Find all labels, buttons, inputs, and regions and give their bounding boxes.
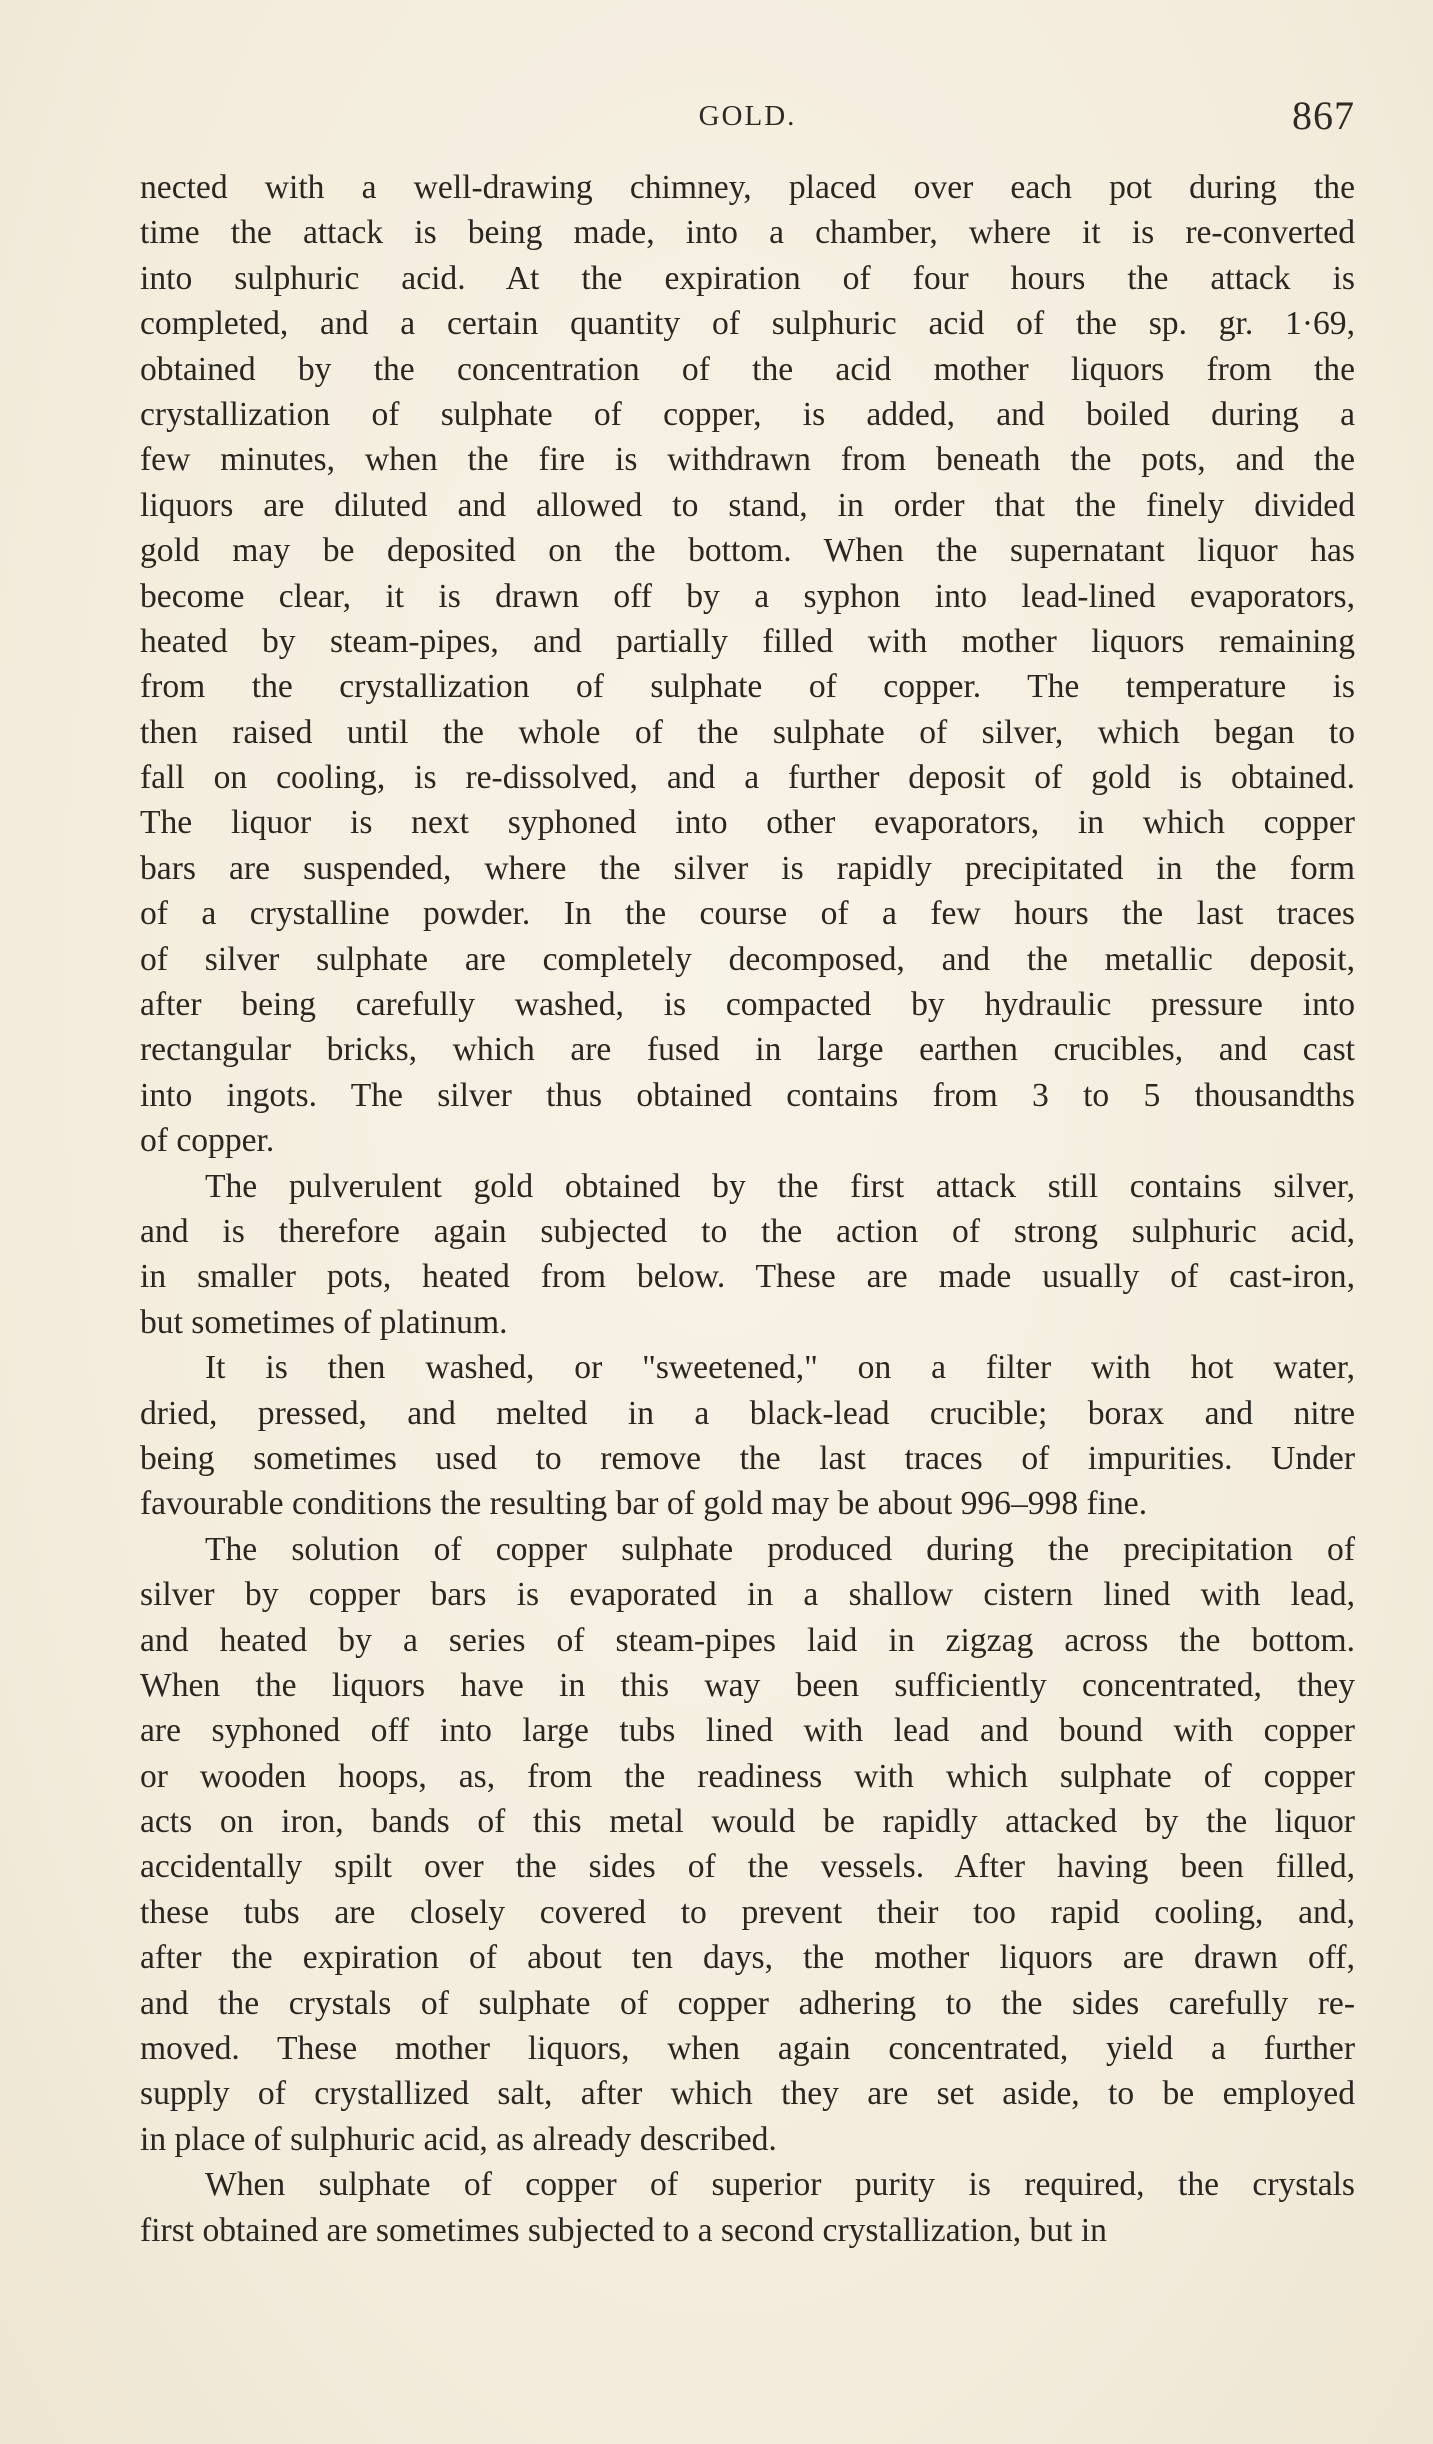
text-line: after being carefully washed, is compacted by hydraulic pressure into (140, 986, 1355, 1024)
text-line: obtained by the concentration of the acid mother liquors from the (140, 350, 1355, 388)
text-line: The solution of copper sulphate produced during the precipitation of (205, 1530, 1355, 1568)
paragraph (140, 1164, 1355, 1346)
text-line: completed, and a certain quantity of sulphuric acid of the sp. gr. 1·69, (140, 305, 1355, 343)
text-line: The liquor is next syphoned into other evaporators, in which copper (140, 804, 1355, 842)
running-title: GOLD. (698, 100, 797, 132)
text-line: become clear, it is drawn off by a syphon into lead-lined evaporators, (140, 577, 1355, 615)
text-line: then raised until the whole of the sulphate of silver, which began to (140, 713, 1355, 751)
paragraph (140, 165, 1355, 1164)
text-line: are syphoned off into large tubs lined with lead and bound with copper (140, 1712, 1355, 1750)
text-line: accidentally spilt over the sides of the vessels. After having been filled, (140, 1848, 1355, 1886)
text-line: dried, pressed, and melted in a black-lead crucible; borax and nitre (140, 1394, 1355, 1432)
text-line: in place of sulphuric acid, as already described. (140, 2120, 777, 2158)
paragraph (140, 1345, 1355, 1527)
text-line: liquors are diluted and allowed to stand, in order that the finely divided (140, 486, 1355, 524)
paragraph (140, 2162, 1355, 2253)
text-line: few minutes, when the fire is withdrawn from beneath the pots, and the (140, 441, 1355, 479)
text-line: time the attack is being made, into a chamber, where it is re-converted (140, 214, 1355, 252)
text-line: of silver sulphate are completely decomposed, and the metallic deposit, (140, 940, 1355, 978)
text-line: after the expiration of about ten days, the mother liquors are drawn off, (140, 1939, 1355, 1977)
text-line: silver by copper bars is evaporated in a shallow cistern lined with lead, (140, 1576, 1355, 1614)
text-line: these tubs are closely covered to prevent their too rapid cooling, and, (140, 1893, 1355, 1931)
text-line: or wooden hoops, as, from the readiness with which sulphate of copper (140, 1757, 1355, 1795)
text-line: of a crystalline powder. In the course of a few hours the last traces (140, 895, 1355, 933)
text-line: fall on cooling, is re-dissolved, and a further deposit of gold is obtained. (140, 759, 1355, 797)
text-line: moved. These mother liquors, when again concentrated, yield a further (140, 2030, 1355, 2068)
text-line: When sulphate of copper of superior purity is required, the crystals (205, 2166, 1355, 2204)
text-line: in smaller pots, heated from below. These are made usually of cast-iron, (140, 1258, 1355, 1296)
page-number: 867 (1292, 93, 1355, 138)
text-line: The pulverulent gold obtained by the first attack still contains silver, (205, 1167, 1355, 1205)
text-line: It is then washed, or "sweetened," on a filter with hot water, (205, 1349, 1355, 1387)
text-line: into sulphuric acid. At the expiration of four hours the attack is (140, 259, 1355, 297)
paragraph (140, 1527, 1355, 2162)
text-line: first obtained are sometimes subjected to a second crystallization, but in (140, 2211, 1107, 2249)
text-line: and heated by a series of steam-pipes laid in zigzag across the bottom. (140, 1621, 1355, 1659)
text-line: nected with a well-drawing chimney, placed over each pot during the (140, 169, 1355, 206)
text-line: favourable conditions the resulting bar of gold may be about 996–998 fine. (140, 1485, 1148, 1523)
text-line: and the crystals of sulphate of copper adhering to the sides carefully re- (140, 1984, 1355, 2022)
text-line: from the crystallization of sulphate of copper. The temperature is (140, 668, 1355, 706)
text-line: bars are suspended, where the silver is rapidly precipitated in the form (140, 849, 1355, 887)
text-line: into ingots. The silver thus obtained contains from 3 to 5 thousandths (140, 1076, 1355, 1114)
text-line: crystallization of sulphate of copper, is added, and boiled during a (140, 395, 1355, 433)
text-line: and is therefore again subjected to the action of strong sulphuric acid, (140, 1212, 1355, 1250)
text-line: of copper. (140, 1122, 275, 1160)
text-line: supply of crystallized salt, after which they are set aside, to be employed (140, 2075, 1355, 2113)
text-line: rectangular bricks, which are fused in large earthen crucibles, and cast (140, 1031, 1355, 1069)
running-head (140, 92, 1355, 142)
text-line: acts on iron, bands of this metal would be rapidly attacked by the liquor (140, 1803, 1355, 1841)
text-line: gold may be deposited on the bottom. When the supernatant liquor has (140, 532, 1355, 570)
text-line: but sometimes of platinum. (140, 1303, 508, 1341)
text-line: heated by steam-pipes, and partially filled with mother liquors remaining (140, 622, 1355, 660)
text-line: When the liquors have in this way been sufficiently concentrated, they (140, 1666, 1355, 1704)
text-line: being sometimes used to remove the last traces of impurities. Under (140, 1439, 1355, 1477)
body-text (140, 165, 1355, 2253)
